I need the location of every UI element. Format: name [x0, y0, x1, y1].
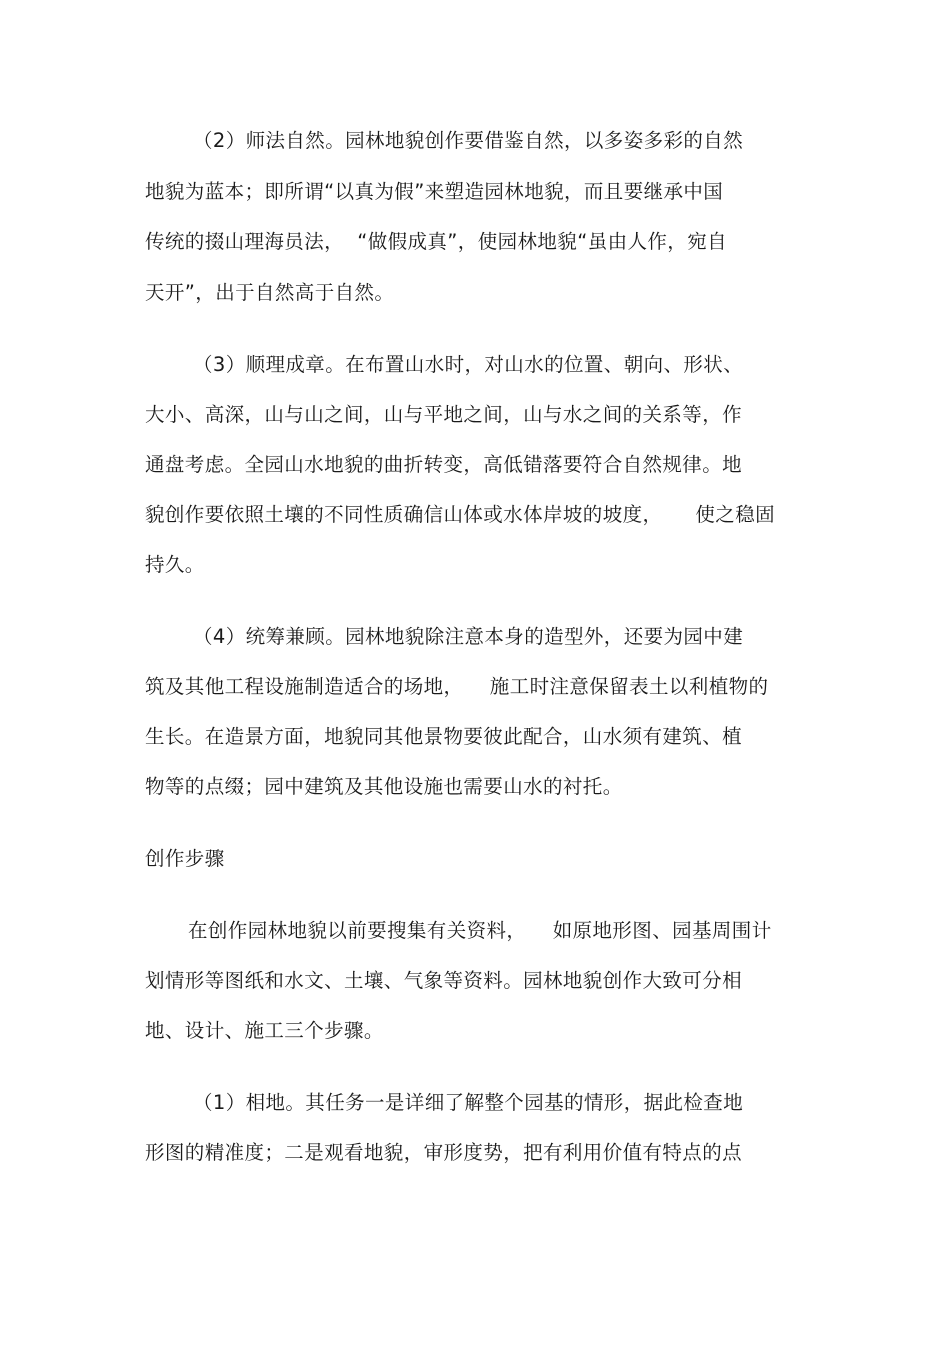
paragraph-3-line-2: 大小、高深，山与山之间，山与平地之间，山与水之间的关系等，作 — [145, 403, 743, 426]
paragraph-2-line-1: （2）师法自然。园林地貌创作要借鉴自然，以多姿多彩的自然 — [193, 129, 744, 152]
paragraph-4-line-2: 筑及其他工程设施制造适合的场地， 施工时注意保留表土以利植物的 — [145, 675, 769, 698]
paragraph-3-line-3: 通盘考虑。全园山水地貌的曲折转变，高低错落要符合自然规律。地 — [145, 453, 743, 476]
section-heading: 创作步骤 — [145, 847, 225, 870]
paragraph-2-line-2: 地貌为蓝本；即所谓“以真为假”来塑造园林地貌，而且要继承中国 — [145, 180, 724, 203]
paragraph-6-line-2: 形图的精准度；二是观看地貌，审形度势，把有利用价值有特点的点 — [145, 1141, 743, 1164]
paragraph-4-line-4: 物等的点缀；园中建筑及其他设施也需要山水的衬托。 — [145, 775, 623, 798]
paragraph-6-line-1: （1）相地。其任务一是详细了解整个园基的情形，据此检查地 — [193, 1091, 744, 1114]
paragraph-3-line-1: （3）顺理成章。在布置山水时，对山水的位置、朝向、形状、 — [193, 353, 744, 376]
paragraph-3-line-5: 持久。 — [145, 553, 205, 576]
paragraph-3-line-4: 貌创作要依照土壤的不同性质确信山体或水体岸坡的坡度， 使之稳固 — [145, 503, 775, 526]
paragraph-2-line-4: 天开”，出于自然高于自然。 — [145, 281, 395, 304]
paragraph-2-line-3: 传统的掇山理海员法， “做假成真”，使园林地貌“虽由人作，宛自 — [145, 230, 728, 253]
paragraph-5-line-3: 地、设计、施工三个步骤。 — [145, 1019, 384, 1042]
paragraph-4-line-3: 生长。在造景方面，地貌同其他景物要彼此配合，山水须有建筑、植 — [145, 725, 743, 748]
paragraph-5-line-1: 在创作园林地貌以前要搜集有关资料， 如原地形图、园基周围计 — [188, 919, 772, 942]
paragraph-5-line-2: 划情形等图纸和水文、土壤、气象等资料。园林地貌创作大致可分相 — [145, 969, 743, 992]
paragraph-4-line-1: （4）统筹兼顾。园林地貌除注意本身的造型外，还要为园中建 — [193, 625, 744, 648]
